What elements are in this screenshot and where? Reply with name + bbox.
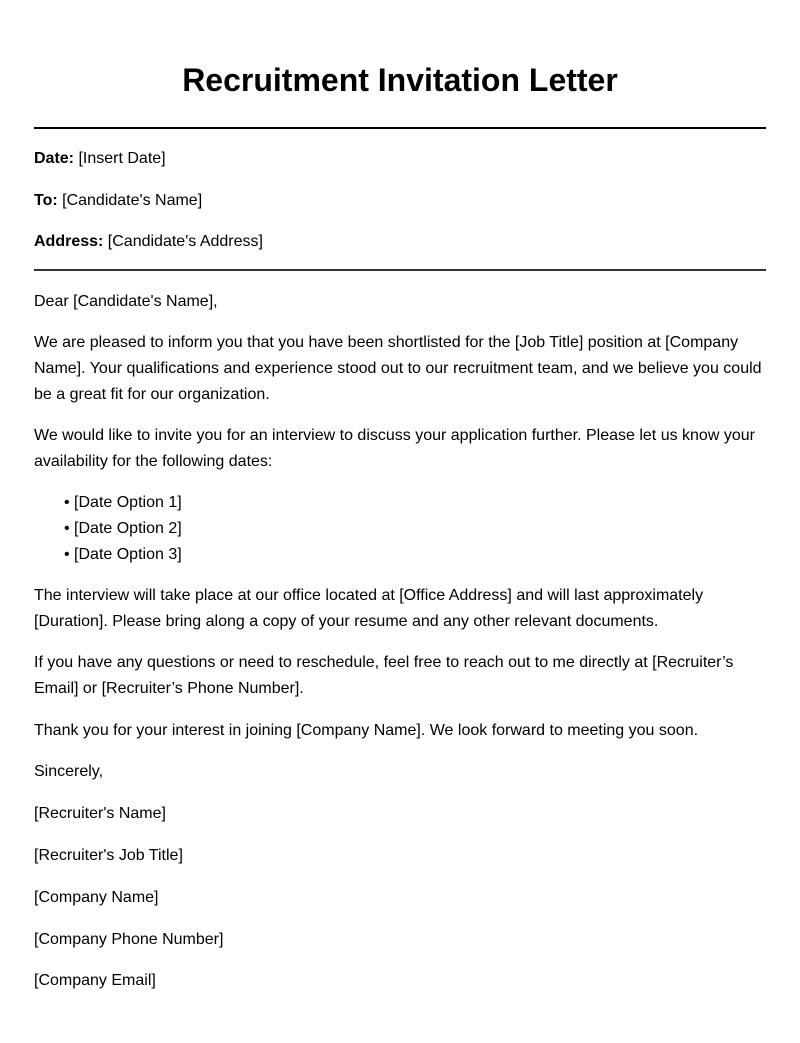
- list-item: • [Date Option 3]: [64, 542, 766, 568]
- recipient-label: To:: [34, 192, 58, 209]
- paragraph-interview-invite: We would like to invite you for an interview to discuss your application further. Please let us know your availability for the following dates:: [34, 426, 755, 470]
- date-label: Date:: [34, 150, 75, 167]
- signature-recruiter-name: [Recruiter's Name]: [34, 804, 166, 822]
- address-field: [34, 232, 766, 252]
- paragraph-thanks: Thank you for your interest in joining [Company Name]. We look forward to meeting you soon.: [34, 721, 699, 739]
- list-item: • [Date Option 2]: [64, 516, 766, 542]
- address-value: [Candidate's Address]: [103, 233, 263, 250]
- header-divider: [34, 127, 766, 129]
- signature-company-phone: [Company Phone Number]: [34, 930, 224, 948]
- date-field: [34, 149, 766, 169]
- closing: Sincerely,: [34, 762, 104, 780]
- date-options-list: [34, 490, 766, 568]
- signature-company-name: [Company Name]: [34, 888, 159, 906]
- paragraph-contact: If you have any questions or need to reschedule, feel free to reach out to me directly at [Recruiter’s Email] or [Recruiter’s Phone Number].: [34, 653, 734, 697]
- address-label: Address:: [34, 233, 104, 250]
- recipient-field: [34, 191, 766, 211]
- signature-company-email: [Company Email]: [34, 971, 156, 989]
- paragraph-interview-details: The interview will take place at our office located at [Office Address] and will last approximately [Duration]. Please bring along a copy of your resume and any other relevant documents.: [34, 586, 704, 630]
- list-item: • [Date Option 1]: [64, 490, 766, 516]
- paragraph-shortlisted: We are pleased to inform you that you have been shortlisted for the [Job Title] position at [Company Name]. Your qualifications and experience stood out to our recruitment team, and we believe you could be a great fit for our organization.: [34, 333, 762, 403]
- document-title: Recruitment Invitation Letter: [182, 62, 618, 98]
- date-value: [Insert Date]: [74, 150, 166, 167]
- recipient-value: [Candidate's Name]: [57, 192, 203, 209]
- body-divider: [34, 269, 766, 271]
- signature-recruiter-title: [Recruiter's Job Title]: [34, 846, 183, 864]
- salutation: Dear [Candidate's Name],: [34, 292, 218, 310]
